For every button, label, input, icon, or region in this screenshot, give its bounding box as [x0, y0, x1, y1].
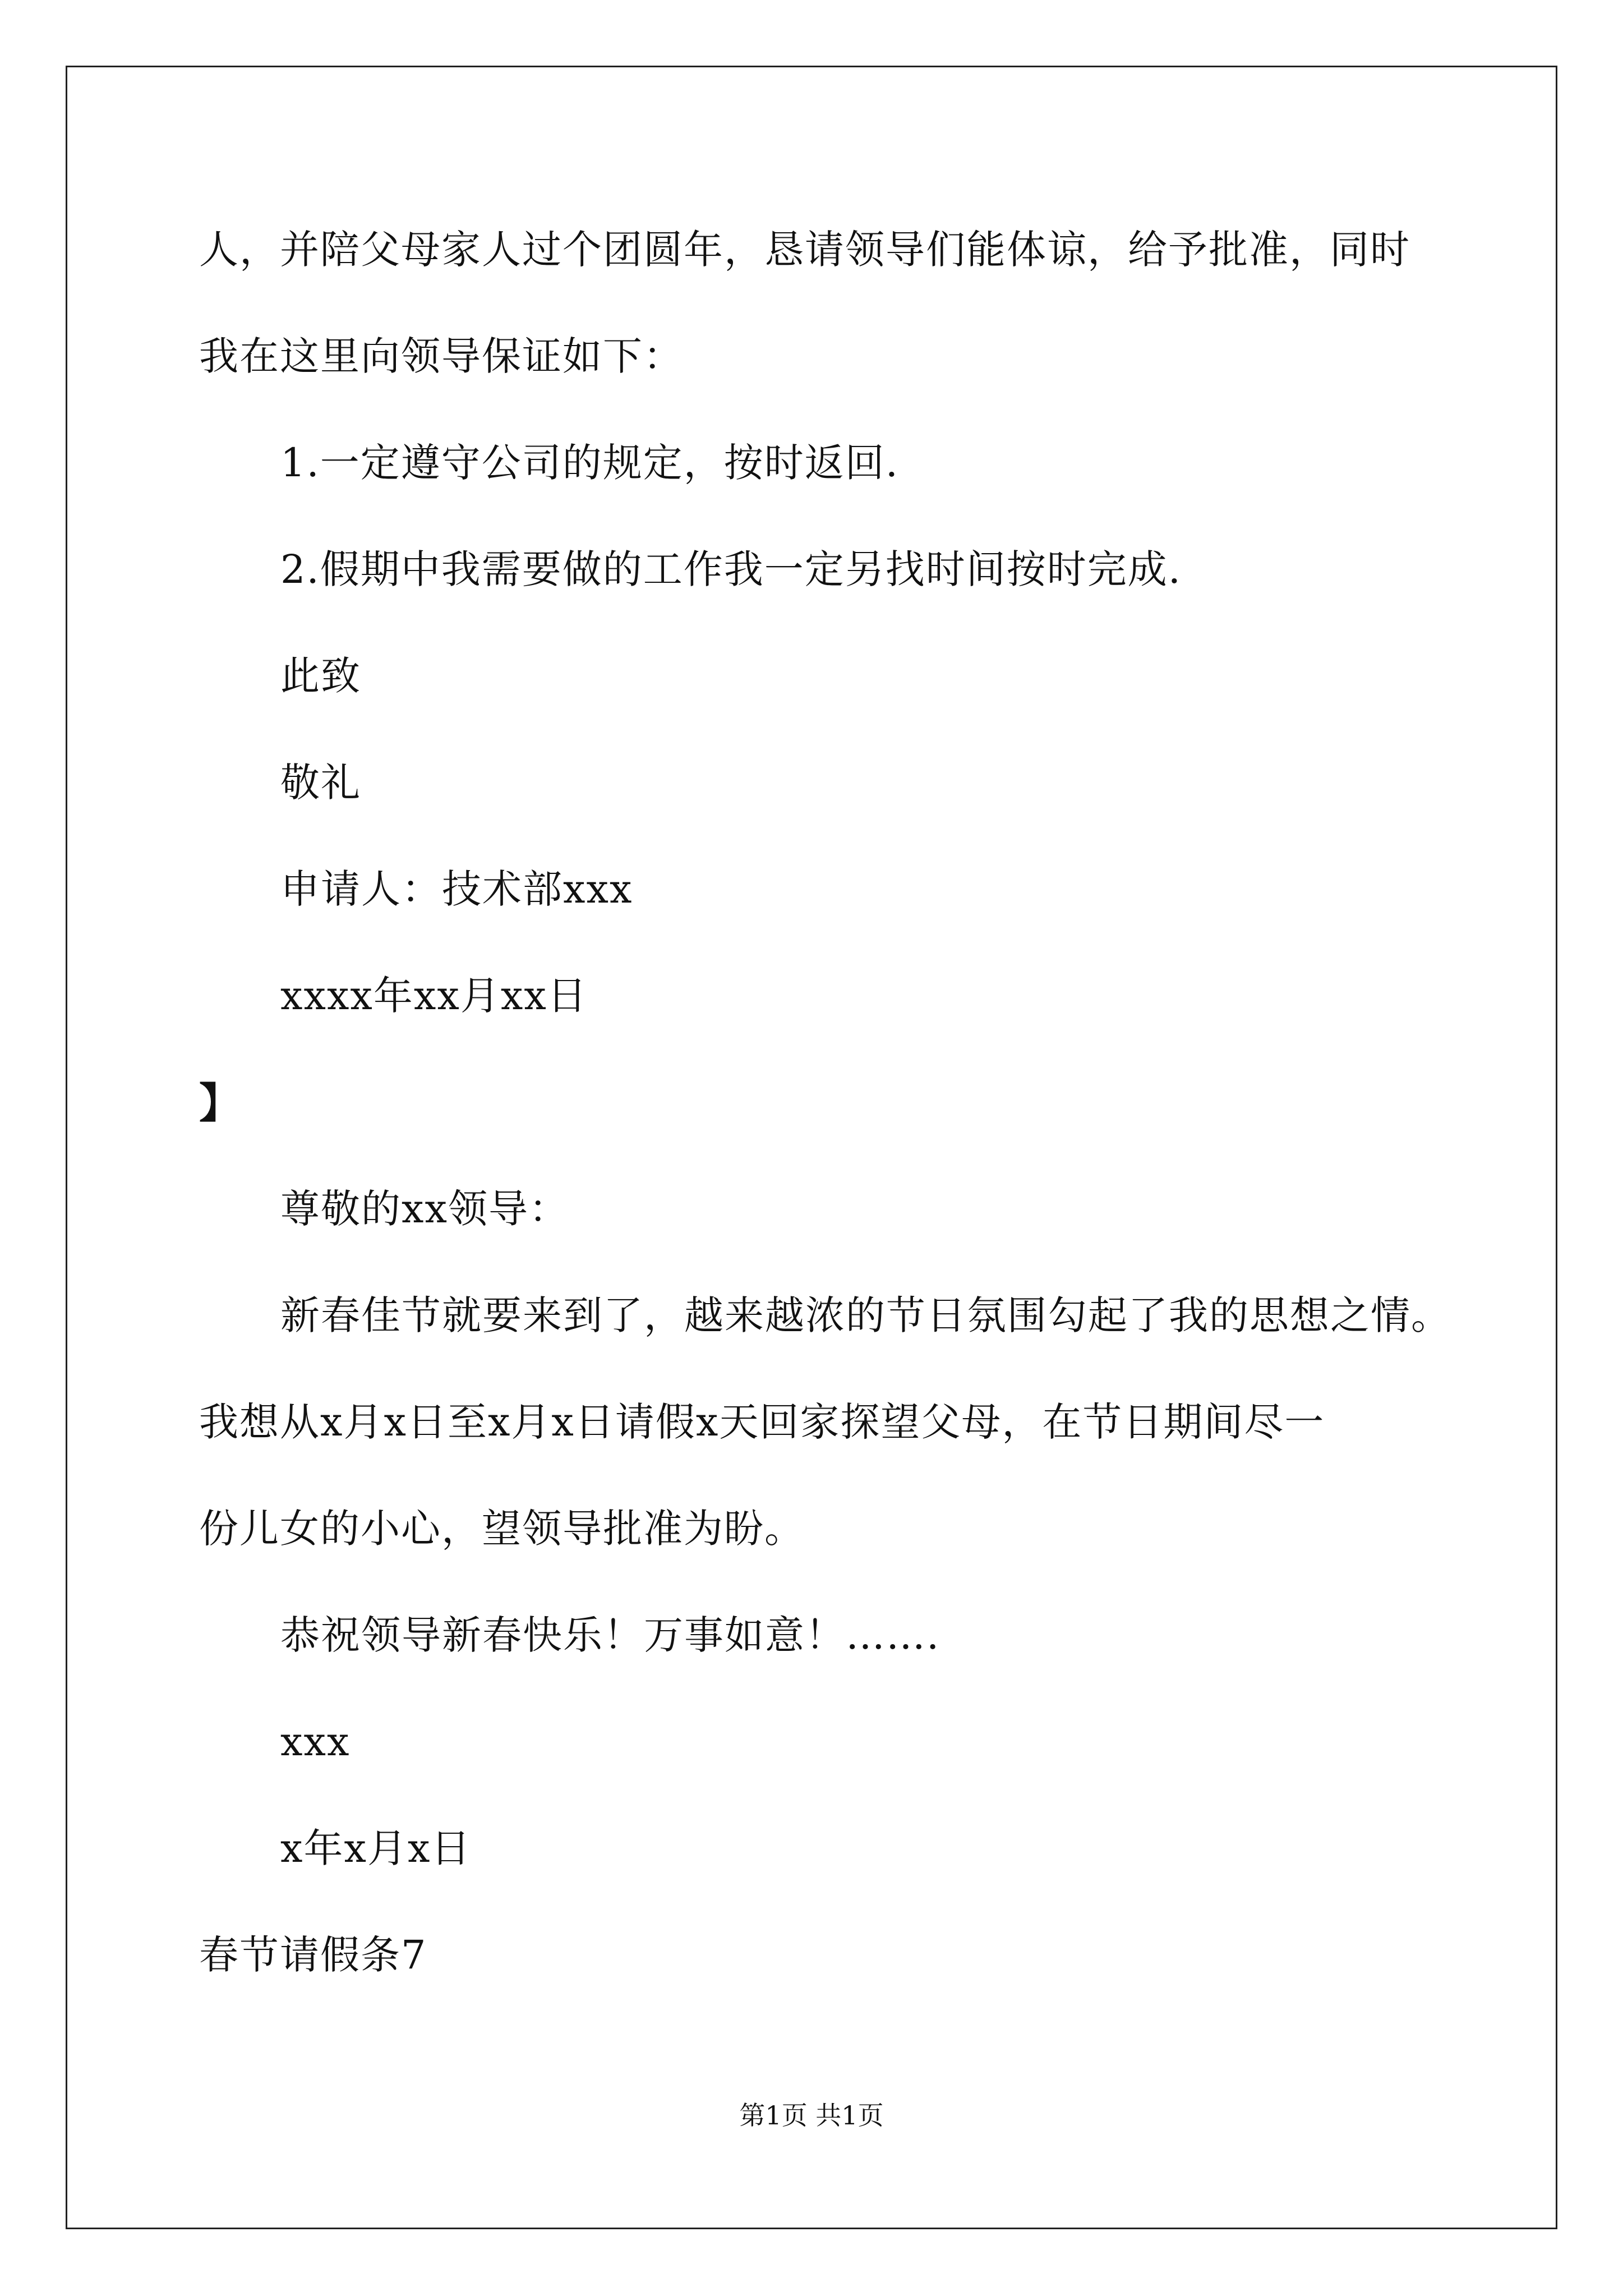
signature: xxx — [280, 1719, 351, 1765]
list-item: 2.假期中我需要做的工作我一定另找时间按时完成. — [280, 546, 1182, 592]
paragraph-line: 人，并陪父母家人过个团圆年，恳请领导们能体谅，给予批准，同时 — [199, 227, 1410, 273]
closing-regards: 敬礼 — [280, 760, 361, 806]
section-heading: 春节请假条7 — [199, 1932, 427, 1978]
greeting: 尊敬的xx领导： — [280, 1186, 569, 1232]
section-bracket: 】 — [199, 1079, 242, 1128]
paragraph-line: 我在这里向领导保证如下： — [199, 333, 684, 379]
paragraph-line: 我想从x月x日至x月x日请假x天回家探望父母，在节日期间尽一 — [199, 1399, 1325, 1445]
paragraph-line: 新春佳节就要来到了，越来越浓的节日氛围勾起了我的思想之情。 — [280, 1292, 1451, 1338]
paragraph-line: 份儿女的小心，望领导批准为盼。 — [199, 1506, 805, 1552]
page-border — [66, 66, 1557, 2229]
applicant-signature: 申请人：技术部xxx — [280, 866, 633, 912]
date-line: xxxx年xx月xx日 — [280, 973, 588, 1019]
date-line: x年x月x日 — [280, 1825, 472, 1871]
wishes-line: 恭祝领导新春快乐！万事如意！……. — [280, 1612, 940, 1658]
page-footer: 第1页 共1页 — [739, 2100, 884, 2131]
closing-salutation: 此致 — [280, 653, 361, 699]
list-item: 1.一定遵守公司的规定，按时返回. — [280, 440, 900, 486]
